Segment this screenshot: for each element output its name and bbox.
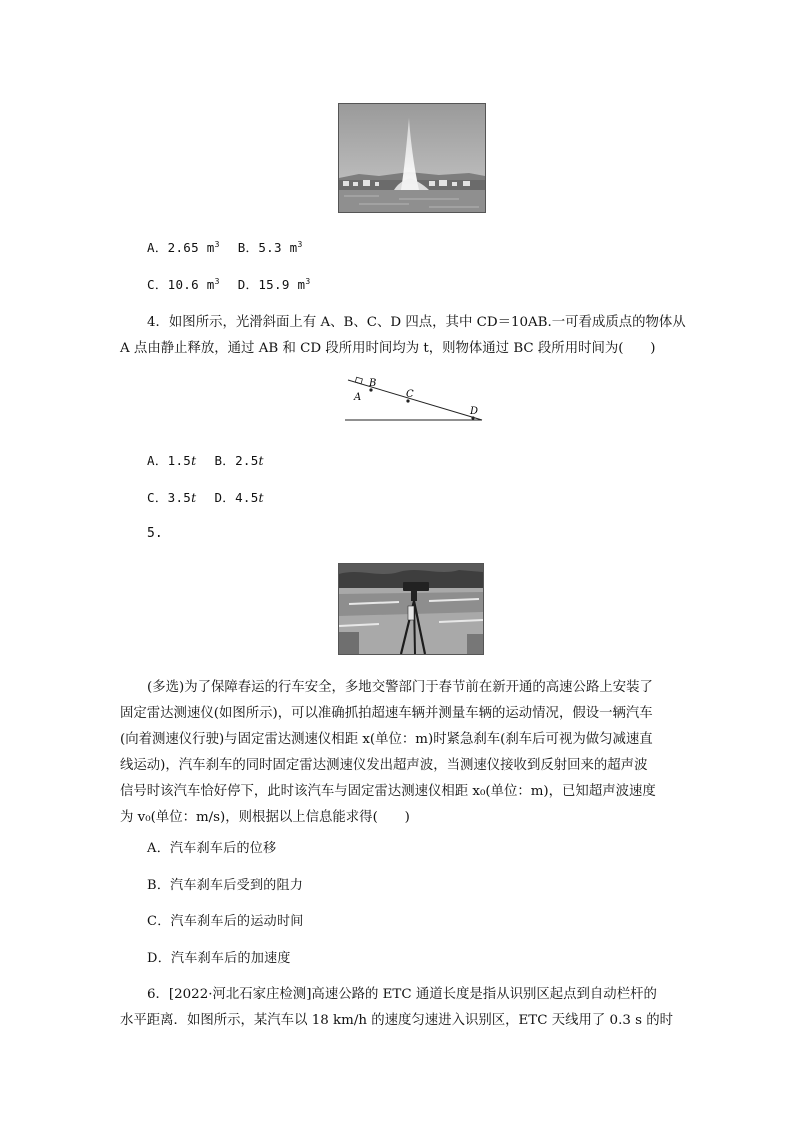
q3-options-row-1: [147, 238, 303, 256]
q5-stem-line-5: 信号时该汽车恰好停下，此时该汽车与固定雷达测速仪相距 x₀(单位：m)，已知超声波速度: [120, 784, 656, 799]
q4-option-a[interactable]: A．1.5t: [147, 453, 197, 468]
q5-option-b[interactable]: B．汽车刹车后受到的阻力: [147, 878, 304, 893]
q4-stem-line-2: A 点由静止释放，通过 AB 和 CD 段所用时间均为 t，则物体通过 BC 段所用时间为( ): [120, 341, 656, 356]
fountain-photo: [338, 103, 486, 213]
q5-stem-line-2: 固定雷达测速仪(如图所示)，可以准确抓拍超速车辆并测量车辆的运动情况，假设一辆汽车: [120, 706, 653, 721]
q5-stem-line-4: 线运动)，汽车刹车的同时固定雷达测速仪发出超声波，当测速仪接收到反射回来的超声波: [120, 758, 648, 773]
q4-stem: [120, 310, 686, 362]
q3-option-d[interactable]: D．15.9 $m^3$: [237, 276, 311, 292]
q5-stem-line-3: (向着测速仪行驶)与固定雷达测速仪相距 x(单位：m)时紧急刹车(刹车后可视为做匀减速直: [120, 732, 653, 747]
q5-stem: [120, 675, 678, 831]
q4-options-row-2: [147, 488, 264, 506]
q4-options-row-1: [147, 451, 264, 469]
block-icon: [355, 377, 362, 383]
q5-option-a[interactable]: A．汽车刹车后的位移: [147, 841, 277, 856]
q5-number: 5.: [147, 526, 163, 541]
q3-options-row-2: [147, 275, 310, 293]
label-c: C: [406, 389, 414, 400]
q5-option-c[interactable]: C．汽车刹车后的运动时间: [147, 914, 304, 929]
q6-stem-line-1: 6．[2022·河北石家庄检测]高速公路的 ETC 通道长度是指从识别区起点到自动栏杆的: [147, 987, 657, 1002]
q6-stem-line-2: 水平距离．如图所示，某汽车以 18 km/h 的速度匀速进入识别区，ETC 天线用了 0.3 s 的时: [120, 1013, 674, 1028]
q3-option-b[interactable]: B．5.3 $m^3$: [237, 239, 303, 255]
radar-photo: [338, 563, 484, 655]
q4-option-c[interactable]: C．3.5t: [147, 490, 197, 505]
label-a: A: [354, 392, 362, 403]
q4-option-d[interactable]: D．4.5t: [214, 490, 264, 505]
q5-stem-line-1: (多选)为了保障春运的行车安全，多地交警部门于春节前在新开通的高速公路上安装了: [147, 680, 653, 695]
label-b: B: [369, 378, 377, 389]
q3-option-a[interactable]: A．2.65 $m^3$: [147, 239, 220, 255]
q3-option-c[interactable]: C．10.6 $m^3$: [147, 276, 220, 292]
radar-tripod-icon: [339, 564, 483, 654]
q4-stem-line-1: 4．如图所示，光滑斜面上有 A、B、C、D 四点，其中 CD＝10AB.一可看成质点的物体从: [147, 315, 686, 330]
label-d: D: [470, 406, 479, 417]
q6-stem: [120, 982, 678, 1034]
q5-stem-line-6: 为 v₀(单位：m/s)，则根据以上信息能求得( ): [120, 810, 410, 825]
fountain-lake-icon: [339, 104, 485, 212]
incline-plane-icon: [340, 372, 490, 427]
q4-option-b[interactable]: B．2.5t: [214, 453, 264, 468]
q5-option-d[interactable]: D．汽车刹车后的加速度: [147, 951, 291, 966]
incline-diagram: [340, 372, 490, 427]
